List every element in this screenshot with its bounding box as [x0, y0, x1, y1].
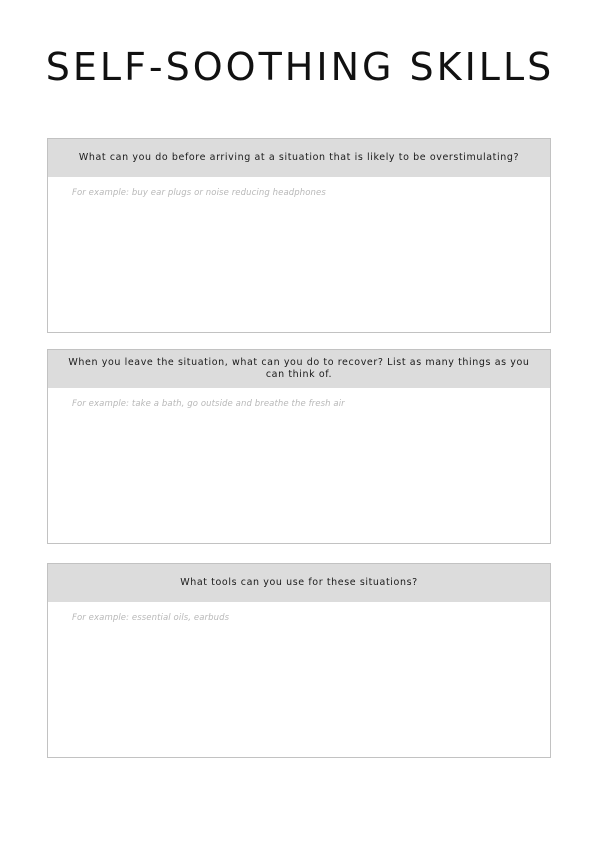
- section-tools: [47, 563, 551, 758]
- example-placeholder: For example: essential oils, earbuds: [72, 613, 230, 623]
- answer-area[interactable]: [48, 177, 550, 332]
- answer-area[interactable]: [48, 388, 550, 543]
- section-before-situation: [47, 138, 551, 333]
- section-after-situation: [47, 349, 551, 544]
- example-placeholder: For example: take a bath, go outside and breathe the fresh air: [72, 399, 345, 409]
- section-question: What can you do before arriving at a situation that is likely to be overstimulating?: [48, 139, 550, 177]
- page-title: SELF-SOOTHING SKILLS: [45, 45, 555, 89]
- section-question: When you leave the situation, what can you do to recover? List as many things as you can think of.: [48, 350, 550, 388]
- example-placeholder: For example: buy ear plugs or noise reducing headphones: [72, 188, 326, 198]
- section-question: What tools can you use for these situations?: [48, 564, 550, 602]
- answer-area[interactable]: [48, 602, 550, 757]
